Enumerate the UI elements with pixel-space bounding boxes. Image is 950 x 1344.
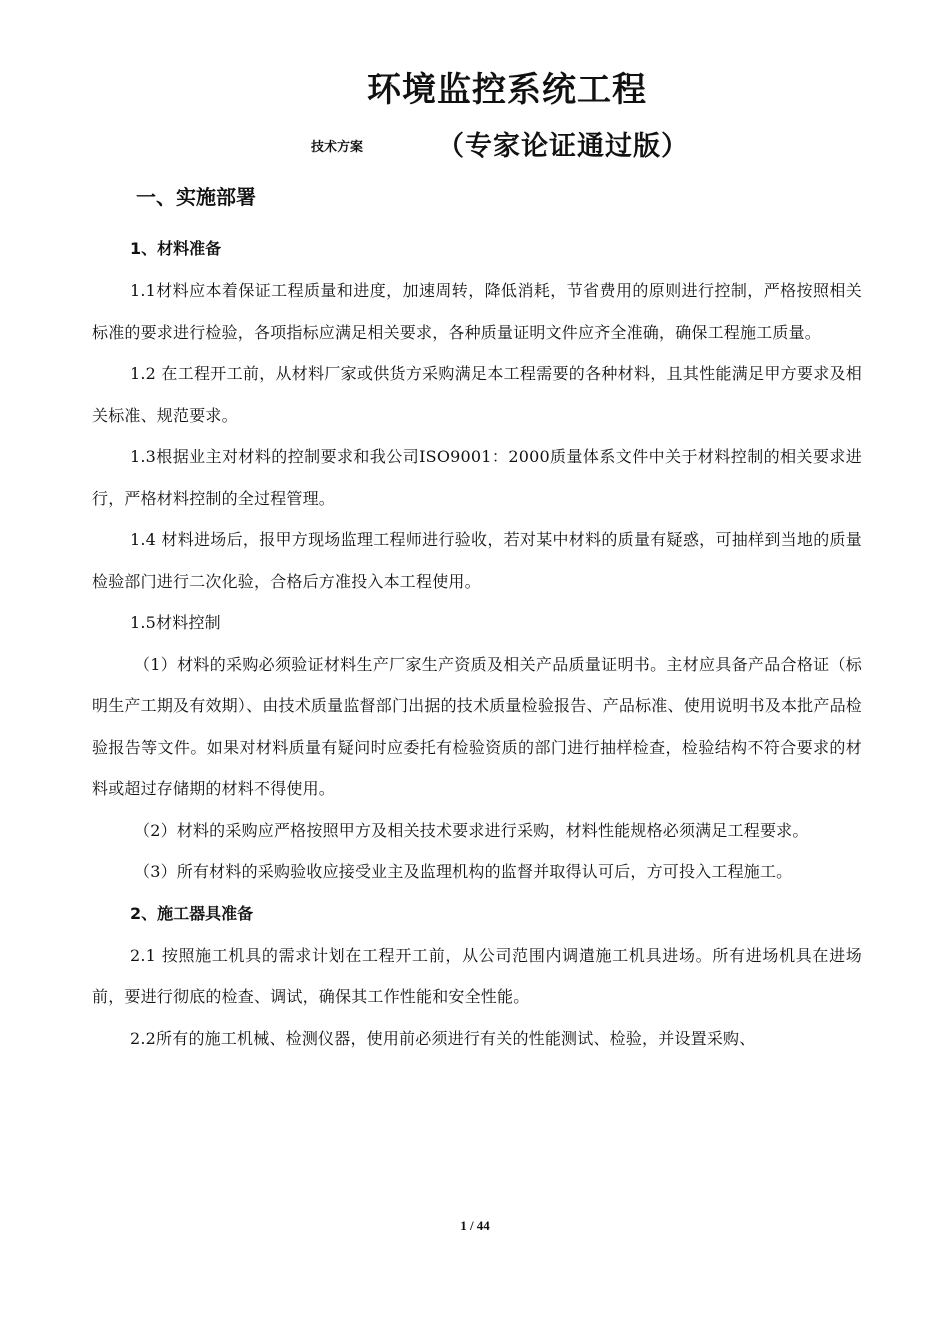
list-item-1: （1）材料的采购必须验证材料生产厂家生产资质及相关产品质量证明书。主材应具备产品合格证（标明生产工期及有效期）、由技术质量监督部门出据的技术质量检验报告、产品标准、使用说明书及本批产品检验报告等文件。如果对材料质量有疑问时应委托有检验资质的部门进行抽样检查，检验结构不符合要求的材料或超过存储期的材料不得使用。: [92, 654, 862, 798]
list-item-2: （2）材料的采购应严格按照甲方及相关技术要求进行采购，材料性能规格必须满足工程要求。: [134, 820, 809, 840]
list-item-3: （3）所有材料的采购验收应接受业主及监理机构的监督并取得认可后，方可投入工程施工。: [134, 862, 793, 881]
paragraph-1-2: 1.2 在工程开工前，从材料厂家或供货方采购满足本工程需要的各种材料，且其性能满足甲方要求及相关标准、规范要求。: [92, 364, 862, 425]
paragraph-2-2: 2.2所有的施工机械、检测仪器，使用前必须进行有关的性能测试、检验，并设置采购、: [130, 1028, 756, 1048]
document-body: [92, 180, 862, 1059]
subsection-heading-equipment: 2、施工器具准备: [130, 903, 254, 923]
page-indicator: 1 / 44: [460, 1218, 490, 1233]
subsection-heading-materials: 1、材料准备: [130, 239, 222, 258]
paragraph-1-3: 1.3根据业主对材料的控制要求和我公司ISO9001：2000质量体系文件中关于材料控制的相关要求进行，严格材料控制的全过程管理。: [92, 447, 862, 508]
paragraph-2-1: 2.1 按照施工机具的需求计划在工程开工前，从公司范围内调遣施工机具进场。所有进场机具在进场前，要进行彻底的检查、调试，确保其工作性能和安全性能。: [92, 945, 862, 1006]
paragraph-1-5: 1.5材料控制: [130, 613, 221, 632]
subtitle-big: （专家论证通过版）: [437, 131, 689, 162]
subtitle-row: [0, 124, 950, 164]
subtitle-small: 技术方案: [311, 140, 364, 155]
document-title: 环境监控系统工程: [367, 70, 647, 110]
paragraph-1-4: 1.4 材料进场后，报甲方现场监理工程师进行验收，若对某中材料的质量有疑惑，可抽样到当地的质量检验部门进行二次化验，合格后方准投入本工程使用。: [92, 530, 862, 591]
paragraph-1-1: 1.1材料应本着保证工程质量和进度，加速周转，降低消耗，节省费用的原则进行控制，严格按照相关标准的要求进行检验，各项指标应满足相关要求，各种质量证明文件应齐全准确，确保工程施工质量。: [92, 281, 862, 342]
section-heading: 一、实施部署: [136, 185, 256, 209]
